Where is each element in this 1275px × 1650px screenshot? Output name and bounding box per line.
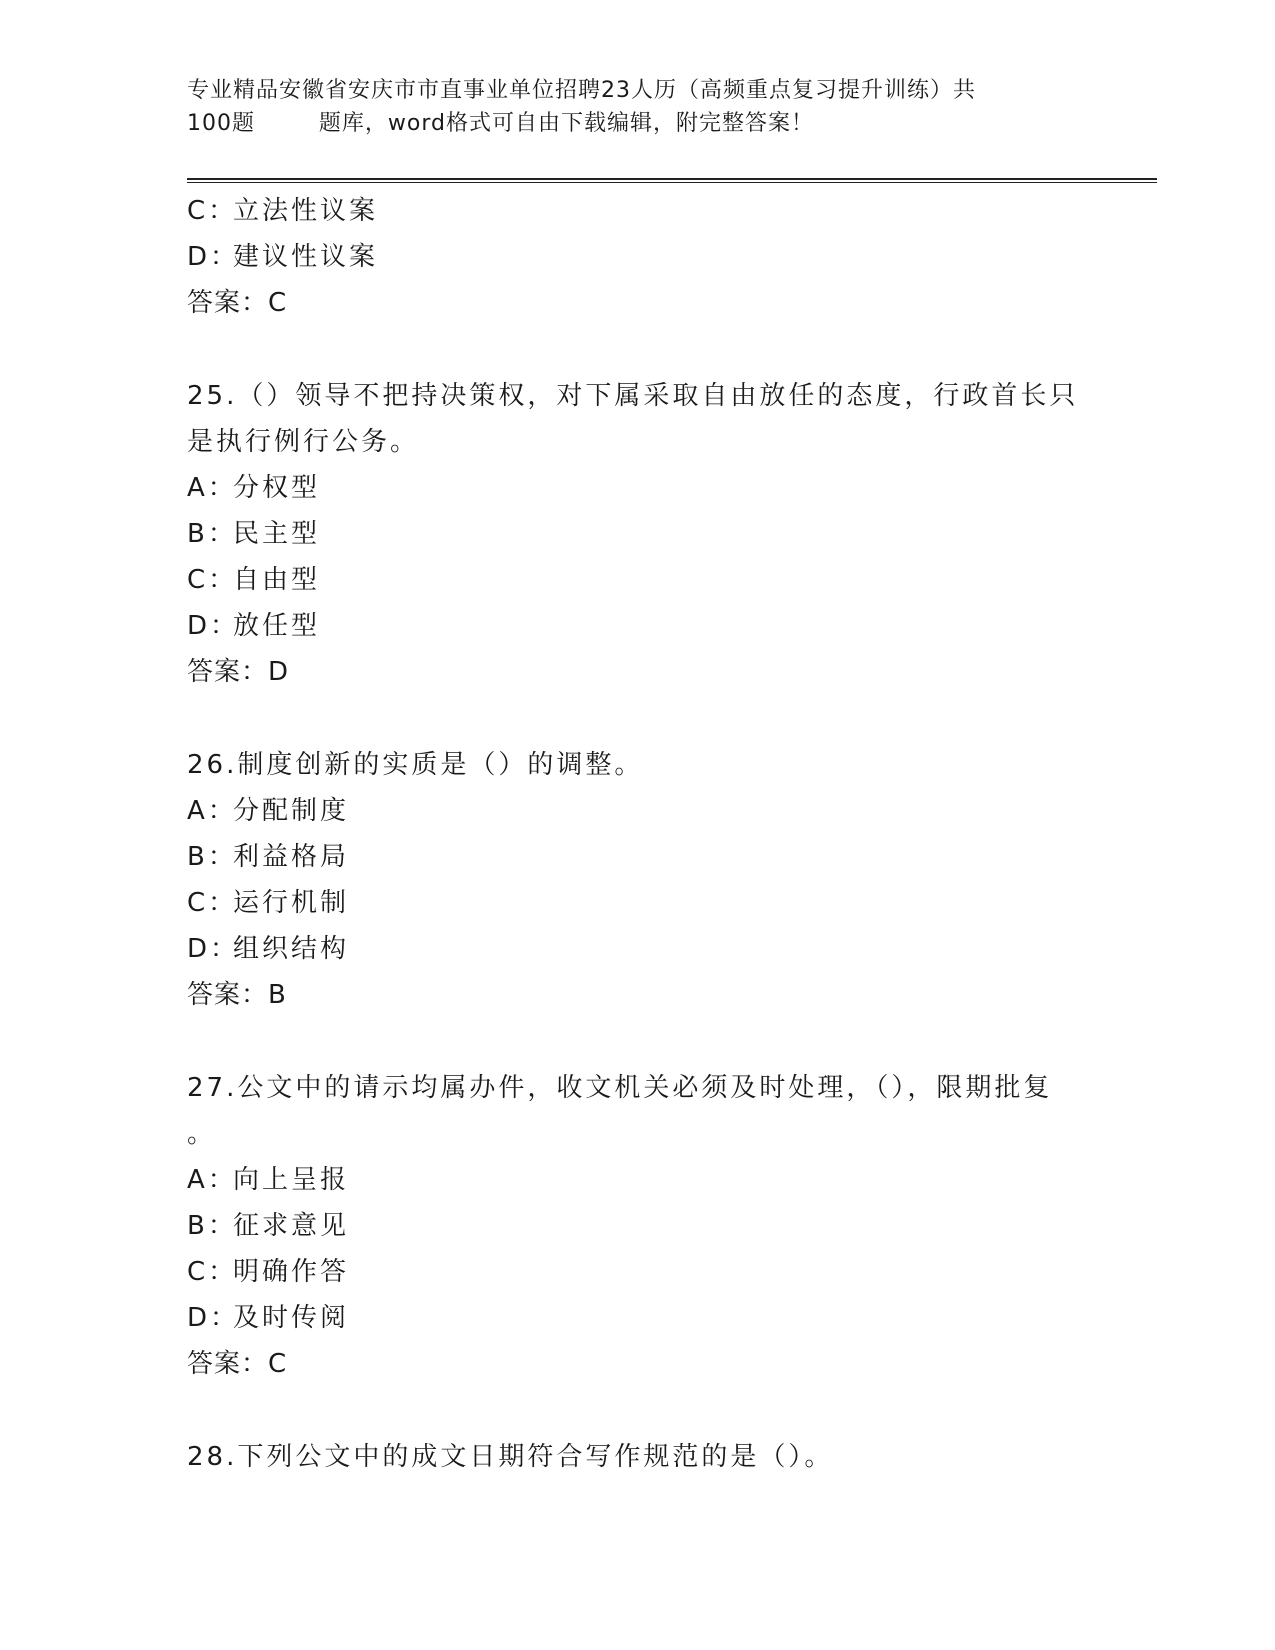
option-text: 征求意见 <box>233 1211 350 1241</box>
spacer <box>187 1018 1087 1065</box>
option-label: D： <box>187 934 240 964</box>
option-text: 建议性议案 <box>233 242 379 272</box>
option-text: 自由型 <box>233 565 321 595</box>
answer-line: 答案：C <box>187 1349 288 1379</box>
question-25 <box>187 373 1087 695</box>
option-label: D： <box>187 1303 240 1333</box>
option-text: 民主型 <box>233 519 321 549</box>
option-label: D： <box>187 242 240 272</box>
option-d <box>187 926 1087 972</box>
option-label: C： <box>187 565 238 595</box>
answer-line: 答案：B <box>187 980 287 1010</box>
option-text: 运行机制 <box>233 888 350 918</box>
option-a <box>187 465 1087 511</box>
question-stem-continued: 是执行例行公务。 <box>187 427 420 457</box>
option-text: 向上呈报 <box>233 1165 350 1195</box>
option-a <box>187 1157 1087 1203</box>
option-label: C： <box>187 888 238 918</box>
option-text: 放任型 <box>233 611 321 641</box>
question-stem: 25.（）领导不把持决策权，对下属采取自由放任的态度，行政首长只 <box>187 381 1079 411</box>
option-label: A： <box>187 473 237 503</box>
question-27 <box>187 1065 1087 1387</box>
option-label: C： <box>187 196 238 226</box>
question-stem: 26.制度创新的实质是（）的调整。 <box>187 750 644 780</box>
option-b <box>187 511 1087 557</box>
option-text: 组织结构 <box>233 934 350 964</box>
spacer <box>187 695 1087 742</box>
document-body <box>187 188 1087 1480</box>
question-26 <box>187 742 1087 1018</box>
option-label: B： <box>187 519 237 549</box>
question-stem: 28.下列公文中的成文日期符合写作规范的是（）。 <box>187 1442 834 1472</box>
spacer <box>187 326 1087 373</box>
document-header <box>187 74 1087 140</box>
option-text: 分权型 <box>233 473 321 503</box>
question-24-continuation <box>187 188 1087 326</box>
option-text: 分配制度 <box>233 796 350 826</box>
answer-line: 答案：D <box>187 657 290 687</box>
option-label: B： <box>187 842 237 872</box>
option-c <box>187 880 1087 926</box>
option-label: C： <box>187 1257 238 1287</box>
question-28 <box>187 1434 1087 1480</box>
option-text: 及时传阅 <box>233 1303 350 1333</box>
header-title-line-2: 100题 题库，word格式可自由下载编辑，附完整答案！ <box>187 111 815 136</box>
option-c <box>187 557 1087 603</box>
option-text: 立法性议案 <box>233 196 379 226</box>
option-b <box>187 834 1087 880</box>
option-d <box>187 234 1087 280</box>
header-title-line-1: 专业精品安徽省安庆市市直事业单位招聘23人历（高频重点复习提升训练）共 <box>187 78 976 103</box>
option-b <box>187 1203 1087 1249</box>
option-text: 明确作答 <box>233 1257 350 1287</box>
spacer <box>187 1387 1087 1434</box>
option-text: 利益格局 <box>233 842 350 872</box>
question-stem: 27.公文中的请示均属办件，收文机关必须及时处理，（），限期批复 <box>187 1073 1053 1103</box>
option-c <box>187 1249 1087 1295</box>
option-a <box>187 788 1087 834</box>
option-d <box>187 603 1087 649</box>
option-label: D： <box>187 611 240 641</box>
header-divider <box>187 178 1157 183</box>
option-label: A： <box>187 796 237 826</box>
question-stem-continued: 。 <box>187 1119 217 1149</box>
answer-line: 答案：C <box>187 288 288 318</box>
option-d <box>187 1295 1087 1341</box>
option-c <box>187 188 1087 234</box>
option-label: B： <box>187 1211 237 1241</box>
option-label: A： <box>187 1165 237 1195</box>
